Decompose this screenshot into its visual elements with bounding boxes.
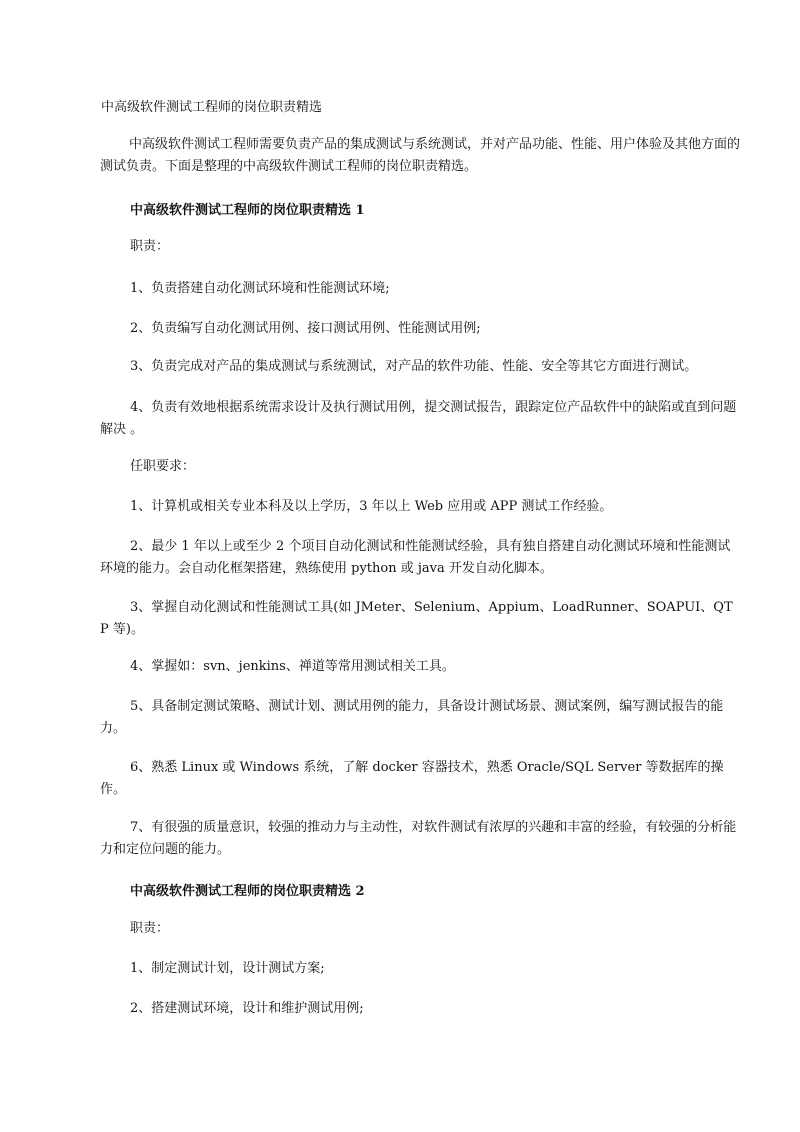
section-2-duty-2: 2、搭建测试环境，设计和维护测试用例; xyxy=(130,1001,364,1016)
section-1-req-7: 7、有很强的质量意识，较强的推动力与主动性，对软件测试有浓厚的兴趣和丰富的经验，有较强的分析能力和定位问题的能力。 xyxy=(100,820,737,857)
section-1-req-3: 3、掌握自动化测试和性能测试工具(如 JMeter、Selenium、Appium、LoadRunner、SOAPUI、QTP 等)。 xyxy=(100,600,733,637)
section-2-duty-1: 1、制定测试计划，设计测试方案; xyxy=(130,961,325,976)
section-1-req-6: 6、熟悉 Linux 或 Windows 系统，了解 docker 容器技术，熟悉 Oracle/SQL Server 等数据库的操作。 xyxy=(100,760,724,797)
section-1-req-5: 5、具备制定测试策略、测试计划、测试用例的能力，具备设计测试场景、测试案例，编写测试报告的能力。 xyxy=(100,699,724,736)
section-1-duty-3: 3、负责完成对产品的集成测试与系统测试，对产品的软件功能、性能、安全等其它方面进行测试。 xyxy=(130,359,698,374)
section-1-heading: 中高级软件测试工程师的岗位职责精选 1 xyxy=(130,203,365,218)
document-title: 中高级软件测试工程师的岗位职责精选 xyxy=(101,100,323,115)
section-1-duty-label: 职责： xyxy=(130,239,170,254)
section-1-req-4: 4、掌握如：svn、jenkins、禅道等常用测试相关工具。 xyxy=(130,659,455,674)
section-1-req-2: 2、最少 1 年以上或至少 2 个项目自动化测试和性能测试经验，具有独自搭建自动化测试环境和性能测试环境的能力。会自动化框架搭建，熟练使用 python 或 java 开发自动化脚本。 xyxy=(100,539,731,576)
section-1-req-1: 1、计算机或相关专业本科及以上学历，3 年以上 Web 应用或 APP 测试工作经验。 xyxy=(130,499,613,514)
section-1-duty-1: 1、负责搭建自动化测试环境和性能测试环境; xyxy=(130,281,390,296)
section-1-duty-2: 2、负责编写自动化测试用例、接口测试用例、性能测试用例; xyxy=(130,321,481,336)
section-2-duty-label: 职责： xyxy=(130,921,170,936)
section-1-req-label: 任职要求： xyxy=(130,459,196,474)
intro-paragraph: 中高级软件测试工程师需要负责产品的集成测试与系统测试，并对产品功能、性能、用户体验及其他方面的测试负责。下面是整理的中高级软件测试工程师的岗位职责精选。 xyxy=(100,137,741,174)
section-2-heading: 中高级软件测试工程师的岗位职责精选 2 xyxy=(130,884,365,899)
section-1-duty-4: 4、负责有效地根据系统需求设计及执行测试用例，提交测试报告，跟踪定位产品软件中的缺陷或直到问题解决 。 xyxy=(100,400,737,437)
